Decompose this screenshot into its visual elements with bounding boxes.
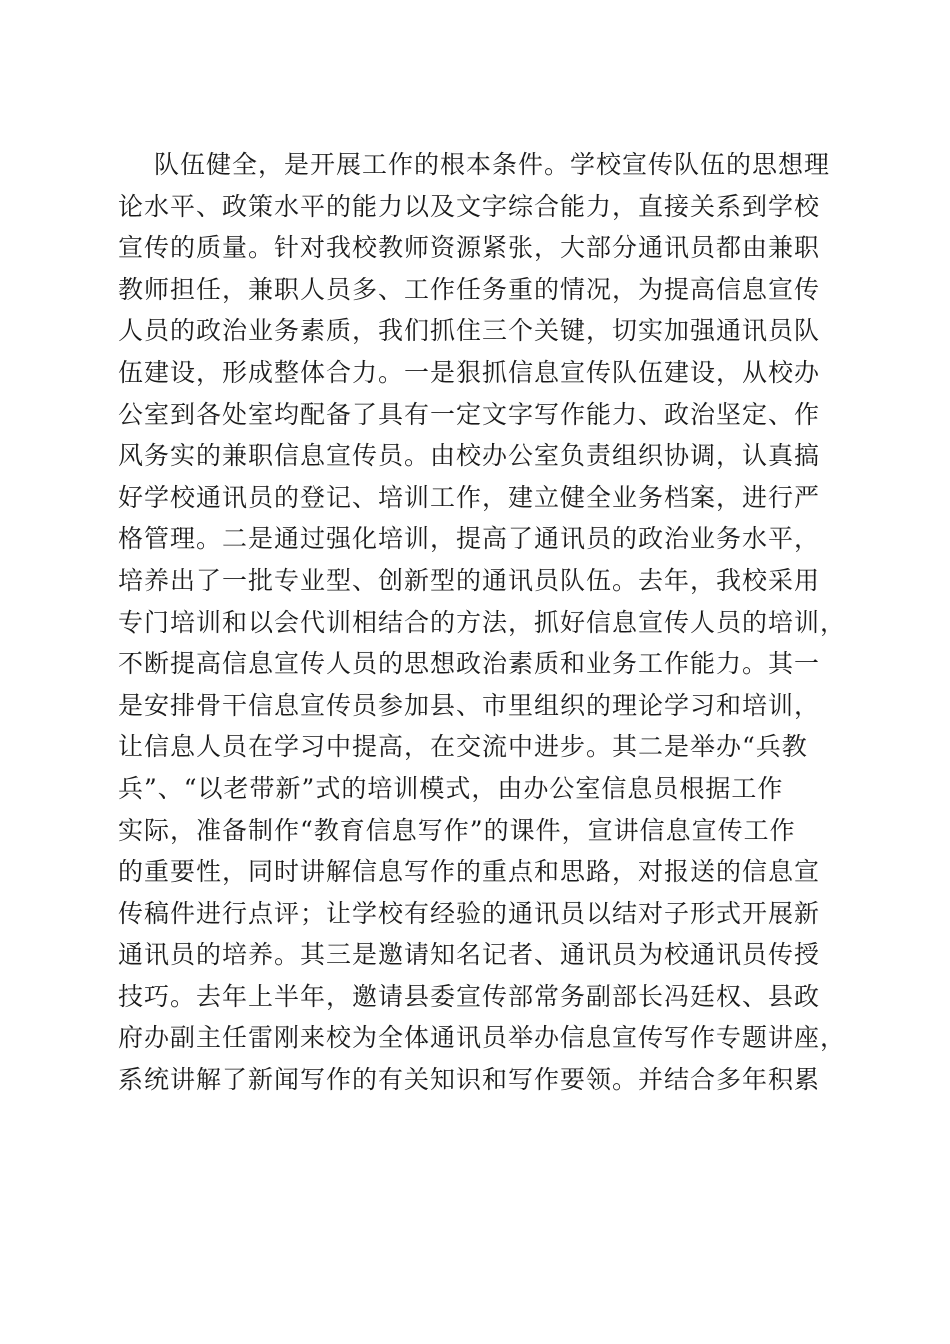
text-line: 府办副主任雷刚来校为全体通讯员举办信息宣传写作专题讲座，: [118, 1023, 847, 1053]
text-line: 是安排骨干信息宣传员参加县、市里组织的理论学习和培训，: [118, 690, 821, 720]
text-line: 风务实的兼职信息宣传员。由校办公室负责组织协调，认真搞: [118, 441, 821, 471]
text-line: 论水平、政策水平的能力以及文字综合能力，直接关系到学校: [118, 191, 821, 221]
text-line: 教师担任，兼职人员多、工作任务重的情况，为提高信息宣传: [118, 274, 821, 304]
body-paragraph: [118, 144, 847, 1101]
text-line: 队伍健全，是开展工作的根本条件。学校宣传队伍的思想理: [154, 150, 831, 179]
text-line: 系统讲解了新闻写作的有关知识和写作要领。并结合多年积累: [118, 1065, 821, 1095]
text-line: 实际，准备制作“教育信息写作”的课件，宣讲信息宣传工作: [118, 815, 796, 845]
text-line: 专门培训和以会代训相结合的方法，抓好信息宣传人员的培训，: [118, 607, 847, 637]
text-line: 的重要性，同时讲解信息写作的重点和思路，对报送的信息宣: [118, 857, 821, 887]
text-line: 兵”、“以老带新”式的培训模式，由办公室信息员根据工作: [118, 773, 784, 803]
text-line: 培养出了一批专业型、创新型的通讯员队伍。去年，我校采用: [118, 565, 821, 595]
text-line: 伍建设，形成整体合力。一是狠抓信息宣传队伍建设，从校办: [118, 357, 821, 387]
text-line: 好学校通讯员的登记、培训工作，建立健全业务档案，进行严: [118, 482, 821, 512]
text-line: 宣传的质量。针对我校教师资源紧张，大部分通讯员都由兼职: [118, 233, 821, 263]
text-line: 传稿件进行点评；让学校有经验的通讯员以结对子形式开展新: [118, 898, 821, 928]
text-line: 让信息人员在学习中提高，在交流中进步。其二是举办“兵教: [118, 732, 808, 762]
text-line: 技巧。去年上半年，邀请县委宣传部常务副部长冯廷权、县政: [118, 981, 821, 1011]
text-line: 通讯员的培养。其三是邀请知名记者、通讯员为校通讯员传授: [118, 940, 821, 970]
text-line: 格管理。二是通过强化培训，提高了通讯员的政治业务水平，: [118, 524, 821, 554]
text-line: 不断提高信息宣传人员的思想政治素质和业务工作能力。其一: [118, 649, 821, 679]
text-line: 公室到各处室均配备了具有一定文字写作能力、政治坚定、作: [118, 399, 821, 429]
text-line: 人员的政治业务素质，我们抓住三个关键，切实加强通讯员队: [118, 316, 821, 346]
